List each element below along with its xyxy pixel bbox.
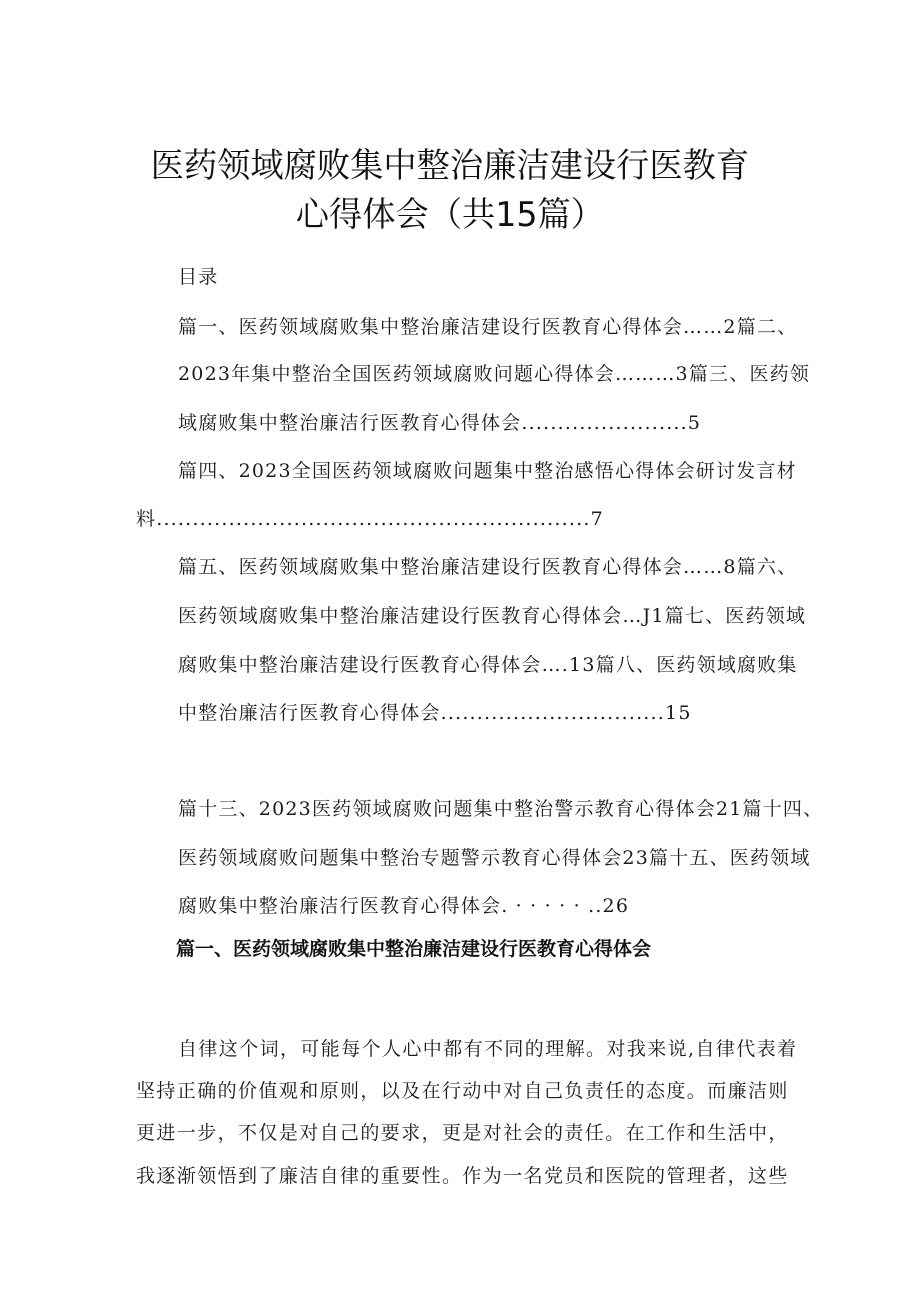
toc-line: 医药领域腐败问题集中整治专题警示教育心得体会23篇十五、医药领域: [178, 847, 811, 869]
body-text-line: 坚持正确的价值观和原则，以及在行动中对自己负责任的态度。而廉洁则: [136, 1080, 789, 1102]
toc-line: 篇四、2023全国医药领域腐败问题集中整治感悟心得体会研讨发言材: [178, 460, 797, 482]
body-text-line: 自律这个词，可能每个人心中都有不同的理解。对我来说,自律代表着: [178, 1038, 798, 1060]
body-text-line: 更进一步，不仅是对自己的要求，更是对社会的责任。在工作和生活中，: [136, 1122, 789, 1144]
document-title-line-2: 心得体会（共15篇）: [295, 195, 605, 235]
toc-line: 腐败集中整治廉洁行医教育心得体会. · · · · · ..26: [178, 895, 630, 917]
document-title-line-1: 医药领域腐败集中整治廉洁建设行医教育: [150, 146, 750, 186]
toc-line: 域腐败集中整治廉洁行医教育心得体会.......................5: [178, 412, 702, 434]
toc-line: 篇五、医药领域腐败集中整治廉洁建设行医教育心得体会……8篇六、: [178, 556, 798, 578]
toc-line: 篇十三、2023医药领域腐败问题集中整治警示教育心得体会21篇十四、: [178, 798, 824, 820]
toc-line: 2023年集中整治全国医药领域腐败问题心得体会………3篇三、医药领: [178, 363, 811, 385]
toc-line: 中整治廉洁行医教育心得体会...............................15: [178, 702, 692, 724]
toc-line: 医药领域腐败集中整治廉洁建设行医教育心得体会…J1篇七、医药领域: [178, 605, 807, 627]
toc-line: 腐败集中整治廉洁建设行医教育心得体会….13篇八、医药领域腐败集: [178, 654, 798, 676]
toc-line: 篇一、医药领域腐败集中整治廉洁建设行医教育心得体会……2篇二、: [178, 316, 798, 338]
body-text-line: 我逐渐领悟到了廉洁自律的重要性。作为一名党员和医院的管理者，这些: [136, 1165, 789, 1187]
toc-line: 料............................................................7: [136, 508, 604, 530]
toc-label: 目录: [178, 266, 219, 288]
section-heading: 篇一、医药领域腐败集中整治廉洁建设行医教育心得体会: [176, 938, 652, 960]
